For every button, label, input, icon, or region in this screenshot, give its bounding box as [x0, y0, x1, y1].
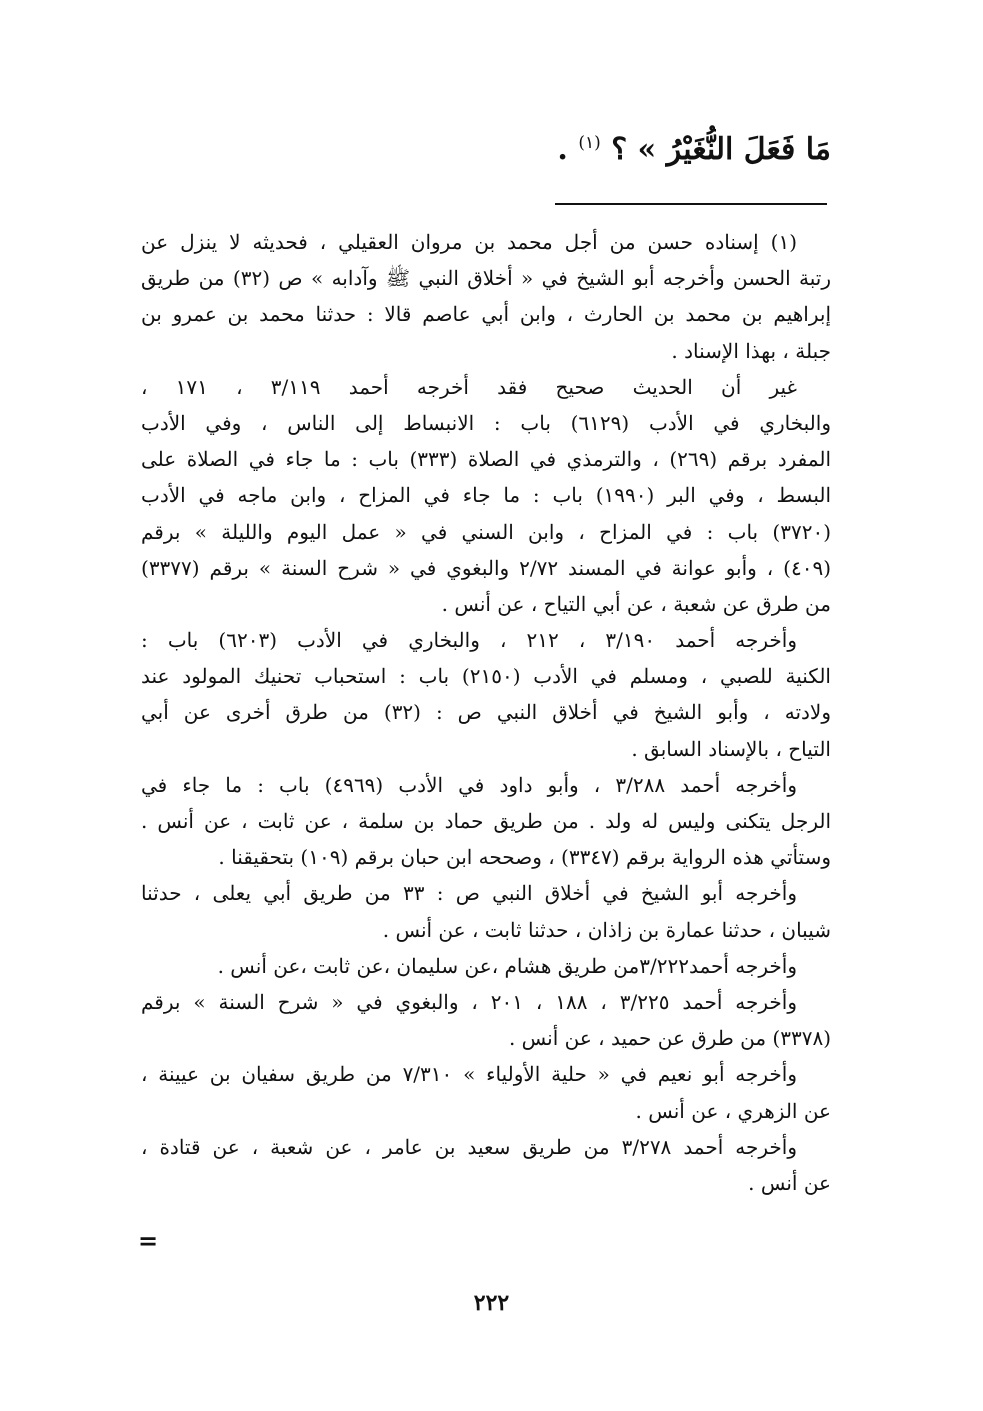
footnote-line: عن أنس .	[748, 1170, 831, 1195]
footnote-line: البسط ، وفي البر (١٩٩٠) باب : ما جاء في المزاح ، وابن ماجه في الأدب	[141, 483, 831, 508]
footnote-line: إبراهيم بن محمد بن الحارث ، وابن أبي عاصم قالا : حدثنا محمد بن عمرو بن	[141, 302, 831, 327]
footnote-line: ولادته ، وأبو الشيخ في أخلاق النبي ص : (٣٢) من طرق أخرى عن أبي	[141, 700, 831, 725]
footnote-reference: (١)	[578, 133, 601, 153]
footnote-line: وأخرجه أحمد ٣/٢٨٨ ، وأبو داود في الأدب (٤٩٦٩) باب : ما جاء في	[141, 772, 797, 797]
footnote-line: شيبان ، حدثنا عمارة بن زاذان ، حدثنا ثابت ، عن أنس .	[382, 917, 831, 942]
footnote-line: والبخاري في الأدب (٦١٢٩) باب : الانبساط إلى الناس ، وفي الأدب	[141, 410, 831, 435]
footnotes-block	[141, 224, 831, 1201]
main-text-end: .	[557, 132, 568, 167]
main-text: مَا فَعَلَ النُّغَيْرُ » ؟	[611, 132, 831, 167]
footnote-line: وأخرجه أحمد ٣/٢٢٥ ، ١٨٨ ، ٢٠١ ، والبغوي في « شرح السنة » برقم	[141, 989, 798, 1014]
footnote-line: جبلة ، بهذا الإسناد .	[671, 338, 831, 363]
footnote-separator	[555, 203, 827, 205]
footnote-line: رتبة الحسن وأخرجه أبو الشيخ في « أخلاق النبي ﷺ وآدابه » ص (٣٢) من طريق	[141, 266, 831, 291]
footnote-line: الكنية للصبي ، ومسلم في الأدب (٢١٥٠) باب : استحباب تحنيك المولود عند	[141, 664, 831, 689]
footnote-line: (١) إسناده حسن من أجل محمد بن مروان العقيلي ، فحديثه لا ينزل عن	[141, 230, 797, 254]
footnote-line: وستأتي هذه الرواية برقم (٣٣٤٧) ، وصححه ابن حبان برقم (١٠٩) بتحقيقنا .	[218, 845, 831, 870]
footnote-line: غير أن الحديث صحيح فقد أخرجه أحمد ٣/١١٩ ، ١٧١ ،	[141, 374, 798, 399]
footnote-line: عن الزهري ، عن أنس .	[635, 1098, 831, 1123]
footnote-line: من طرق عن شعبة ، عن أبي التياح ، عن أنس .	[441, 591, 831, 616]
footnote-line: وأخرجه أحمد ٣/١٩٠ ، ٢١٢ ، والبخاري في الأدب (٦٢٠٣) باب :	[141, 628, 797, 653]
footnote-line: الرجل يتكنى وليس له ولد . من طريق حماد بن سلمة ، عن ثابت ، عن أنس .	[141, 809, 831, 833]
continuation-mark: =	[138, 1226, 159, 1255]
footnote-line: (٤٠٩) ، وأبو عوانة في المسند ٢/٧٢ والبغوي في « شرح السنة » برقم (٣٣٧٧)	[141, 555, 831, 580]
footnote-line: (٣٣٧٨) من طرق عن حميد ، عن أنس .	[508, 1026, 831, 1051]
footnote-line: التياح ، بالإسناد السابق .	[631, 736, 831, 761]
page-number: ٢٢٢	[473, 1290, 510, 1316]
footnote-line: وأخرجه أبو الشيخ في أخلاق النبي ص : ٣٣ من طريق أبي يعلى ، حدثنا	[141, 881, 797, 906]
footnote-line: المفرد برقم (٢٦٩) ، والترمذي في الصلاة (٣٣٣) باب : ما جاء في الصلاة على	[141, 447, 831, 472]
footnote-line: وأخرجه أبو نعيم في « حلية الأولياء » ٧/٣١٠ من طريق سفيان بن عيينة ،	[141, 1062, 797, 1087]
footnote-line: (٣٧٢٠) باب : في المزاح ، وابن السني في « عمل اليوم والليلة » برقم	[141, 519, 831, 544]
footnote-line: وأخرجه أحمد ٣/٢٧٨ من طريق سعيد بن عامر ، عن شعبة ، عن قتادة ،	[141, 1134, 797, 1159]
main-text-line	[557, 132, 831, 167]
footnote-line: وأخرجه أحمد٣/٢٢٢من طريق هشام ،عن سليمان ،عن ثابت ،عن أنس .	[217, 953, 797, 978]
